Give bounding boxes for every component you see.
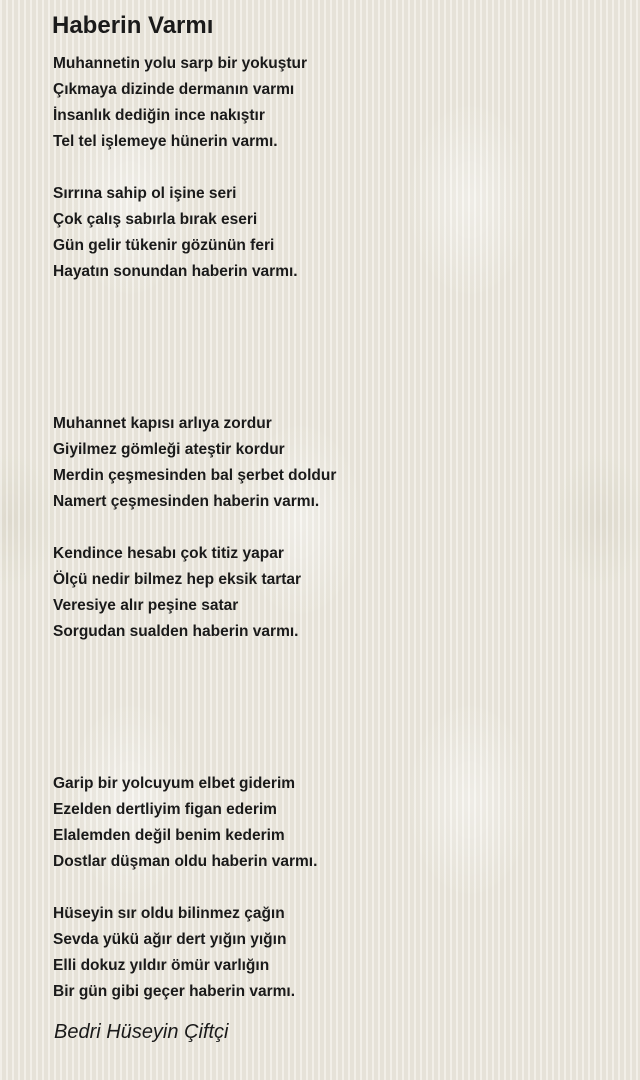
poem-line: Elli dokuz yıldır ömür varlığın	[53, 957, 270, 974]
poem-line: Elalemden değil benim kederim	[53, 827, 285, 844]
poem-line: Muhannetin yolu sarp bir yokuştur	[53, 55, 308, 72]
poem-line: Bir gün gibi geçer haberin varmı.	[53, 983, 296, 1000]
poem-line: Veresiye alır peşine satar	[53, 597, 239, 614]
poem-line: Hüseyin sır oldu bilinmez çağın	[53, 905, 285, 922]
stanza-4	[53, 541, 301, 645]
poem-line: Muhannet kapısı arlıya zordur	[53, 415, 272, 432]
poem-line: İnsanlık dediğin ince nakıştır	[53, 107, 265, 124]
poem-line: Sırrına sahip ol işine seri	[53, 185, 237, 202]
poem-line: Sevda yükü ağır dert yığın yığın	[53, 931, 287, 948]
poem-author: Bedri Hüseyin Çiftçi	[54, 1021, 229, 1043]
stanza-1	[53, 51, 307, 155]
poem-line: Kendince hesabı çok titiz yapar	[53, 545, 284, 562]
poem-line: Namert çeşmesinden haberin varmı.	[53, 493, 320, 510]
poem-line: Merdin çeşmesinden bal şerbet doldur	[53, 467, 337, 484]
poem-line: Gün gelir tükenir gözünün feri	[53, 237, 275, 254]
stanza-2	[53, 181, 298, 285]
poem-line: Hayatın sonundan haberin varmı.	[53, 263, 298, 280]
poem-line: Çok çalış sabırla bırak eseri	[53, 211, 258, 228]
poem-line: Ezelden dertliyim figan ederim	[53, 801, 277, 818]
poem-line: Ölçü nedir bilmez hep eksik tartar	[53, 571, 302, 588]
stanza-6	[53, 901, 295, 1005]
poem-title: Haberin Varmı	[52, 12, 214, 39]
stanza-5	[53, 771, 317, 875]
poem-line: Garip bir yolcuyum elbet giderim	[53, 775, 296, 792]
poem-line: Çıkmaya dizinde dermanın varmı	[53, 81, 295, 98]
stanza-3	[53, 411, 336, 515]
poem-line: Tel tel işlemeye hünerin varmı.	[53, 133, 278, 150]
poem-line: Dostlar düşman oldu haberin varmı.	[53, 853, 318, 870]
poem-line: Sorgudan sualden haberin varmı.	[53, 623, 299, 640]
poem-line: Giyilmez gömleği ateştir kordur	[53, 441, 285, 458]
